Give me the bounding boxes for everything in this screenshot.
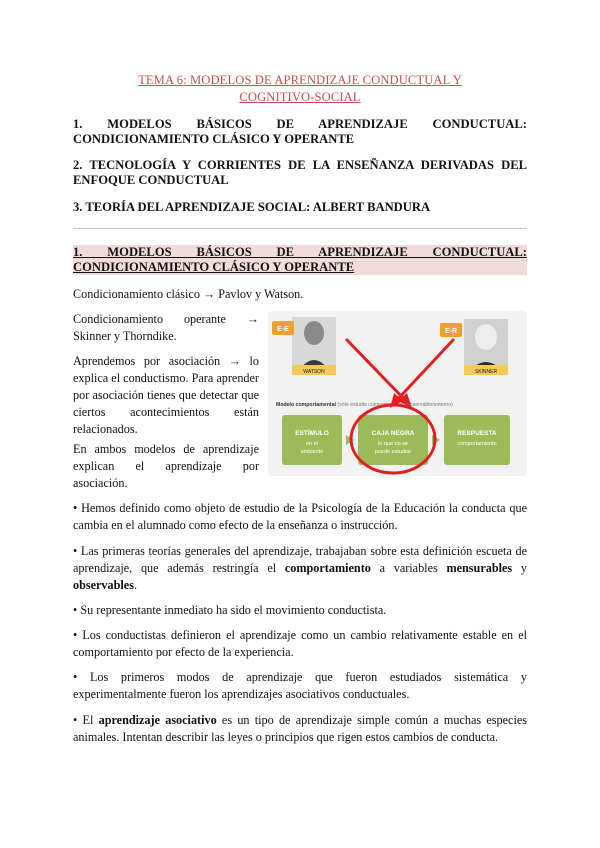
bullet-5: • Los primeros modos de aprendizaje que fueron estudiados sistemática y experimentalmente fueron los aprendizajes asociativos conductuales.: [73, 670, 527, 701]
title-line2: COGNITIVO-SOCIAL: [239, 90, 361, 104]
caja-negra-box: [358, 415, 428, 465]
svg-text:ESTÍMULO: ESTÍMULO: [295, 430, 329, 437]
figure-drawing: [268, 311, 527, 476]
arrow-right-icon: [390, 339, 454, 408]
skinner-portrait: [464, 319, 508, 375]
document-title: [73, 72, 527, 106]
svg-text:comportamiento: comportamiento: [457, 441, 497, 447]
intro-asociacion: Aprendemos por asociación → lo explica el conductismo. Para aprender por asociación tienes que detectar que ciertos acontecimientos están relacionados.: [73, 354, 259, 436]
title-line1: : MODELOS DE APRENDIZAJE CONDUCTUAL Y: [183, 73, 462, 87]
respuesta-box: [444, 415, 510, 465]
svg-text:CAJA NEGRA: CAJA NEGRA: [371, 430, 415, 437]
skinner-label: SKINNER: [474, 369, 498, 375]
title-prefix: TEMA 6: [138, 73, 184, 87]
svg-text:lo que no se: lo que no se: [378, 441, 408, 447]
er-badge: [440, 323, 462, 337]
bullet-6: • El aprendizaje asociativo es un tipo de aprendizaje simple común a muchas especies animales. Intentan describir las leyes o principios que rigen estos cambios de conducta.: [73, 713, 527, 744]
intro-clasico: Condicionamiento clásico → Pavlov y Watson.: [73, 287, 304, 301]
intro-ambos: En ambos modelos de aprendizaje explican el aprendizaje por asociación.: [73, 442, 259, 490]
svg-text:puede estudiar: puede estudiar: [374, 449, 412, 455]
bullet-2: • Las primeras teorías generales del aprendizaje, trabajaban sobre esta definición escueta de aprendizaje, que además restringía el comportamiento a variables mensurables y observables.: [73, 544, 527, 592]
bullet-4: • Los conductistas definieron el aprendizaje como un cambio relativamente estable en el comportamiento por efecto de la experiencia.: [73, 628, 527, 659]
toc-item-3: 3. TEORÍA DEL APRENDIZAJE SOCIAL: ALBERT BANDURA: [73, 200, 431, 214]
divider: [73, 228, 527, 229]
ee-badge: [272, 321, 294, 335]
estimulo-box: [282, 415, 342, 465]
bullet-3: • Su representante inmediato ha sido el movimiento conductista.: [73, 603, 387, 617]
svg-text:E-R: E-R: [444, 328, 458, 335]
svg-text:RESPUESTA: RESPUESTA: [457, 430, 497, 437]
intro-operante: Condicionamiento operante → Skinner y Thorndike.: [73, 312, 259, 343]
behavioral-model-figure: [268, 311, 527, 476]
toc-item-1: 1. MODELOS BÁSICOS DE APRENDIZAJE CONDUCTUAL: CONDICIONAMIENTO CLÁSICO Y OPERANTE: [73, 117, 527, 146]
svg-text:en el: en el: [306, 441, 318, 447]
svg-text:E-E: E-E: [277, 326, 289, 333]
model-label: Modelo comportamental (sólo estudia comportamiento observable/externo): [276, 402, 453, 408]
watson-portrait: [292, 317, 336, 375]
svg-text:ambiente: ambiente: [300, 449, 324, 455]
bullet-1: • Hemos definido como objeto de estudio de la Psicología de la Educación la conducta que cambia en el alumnado como efecto de la enseñanza o instrucción.: [73, 501, 527, 532]
arrow-left-icon: [346, 339, 412, 408]
watson-label: WATSON: [303, 369, 325, 375]
toc-item-2: 2. TECNOLOGÍA Y CORRIENTES DE LA ENSEÑANZA DERIVADAS DEL ENFOQUE CONDUCTUAL: [73, 158, 527, 187]
section-heading: 1. MODELOS BÁSICOS DE APRENDIZAJE CONDUCTUAL: CONDICIONAMIENTO CLÁSICO Y OPERANTE: [73, 245, 527, 274]
